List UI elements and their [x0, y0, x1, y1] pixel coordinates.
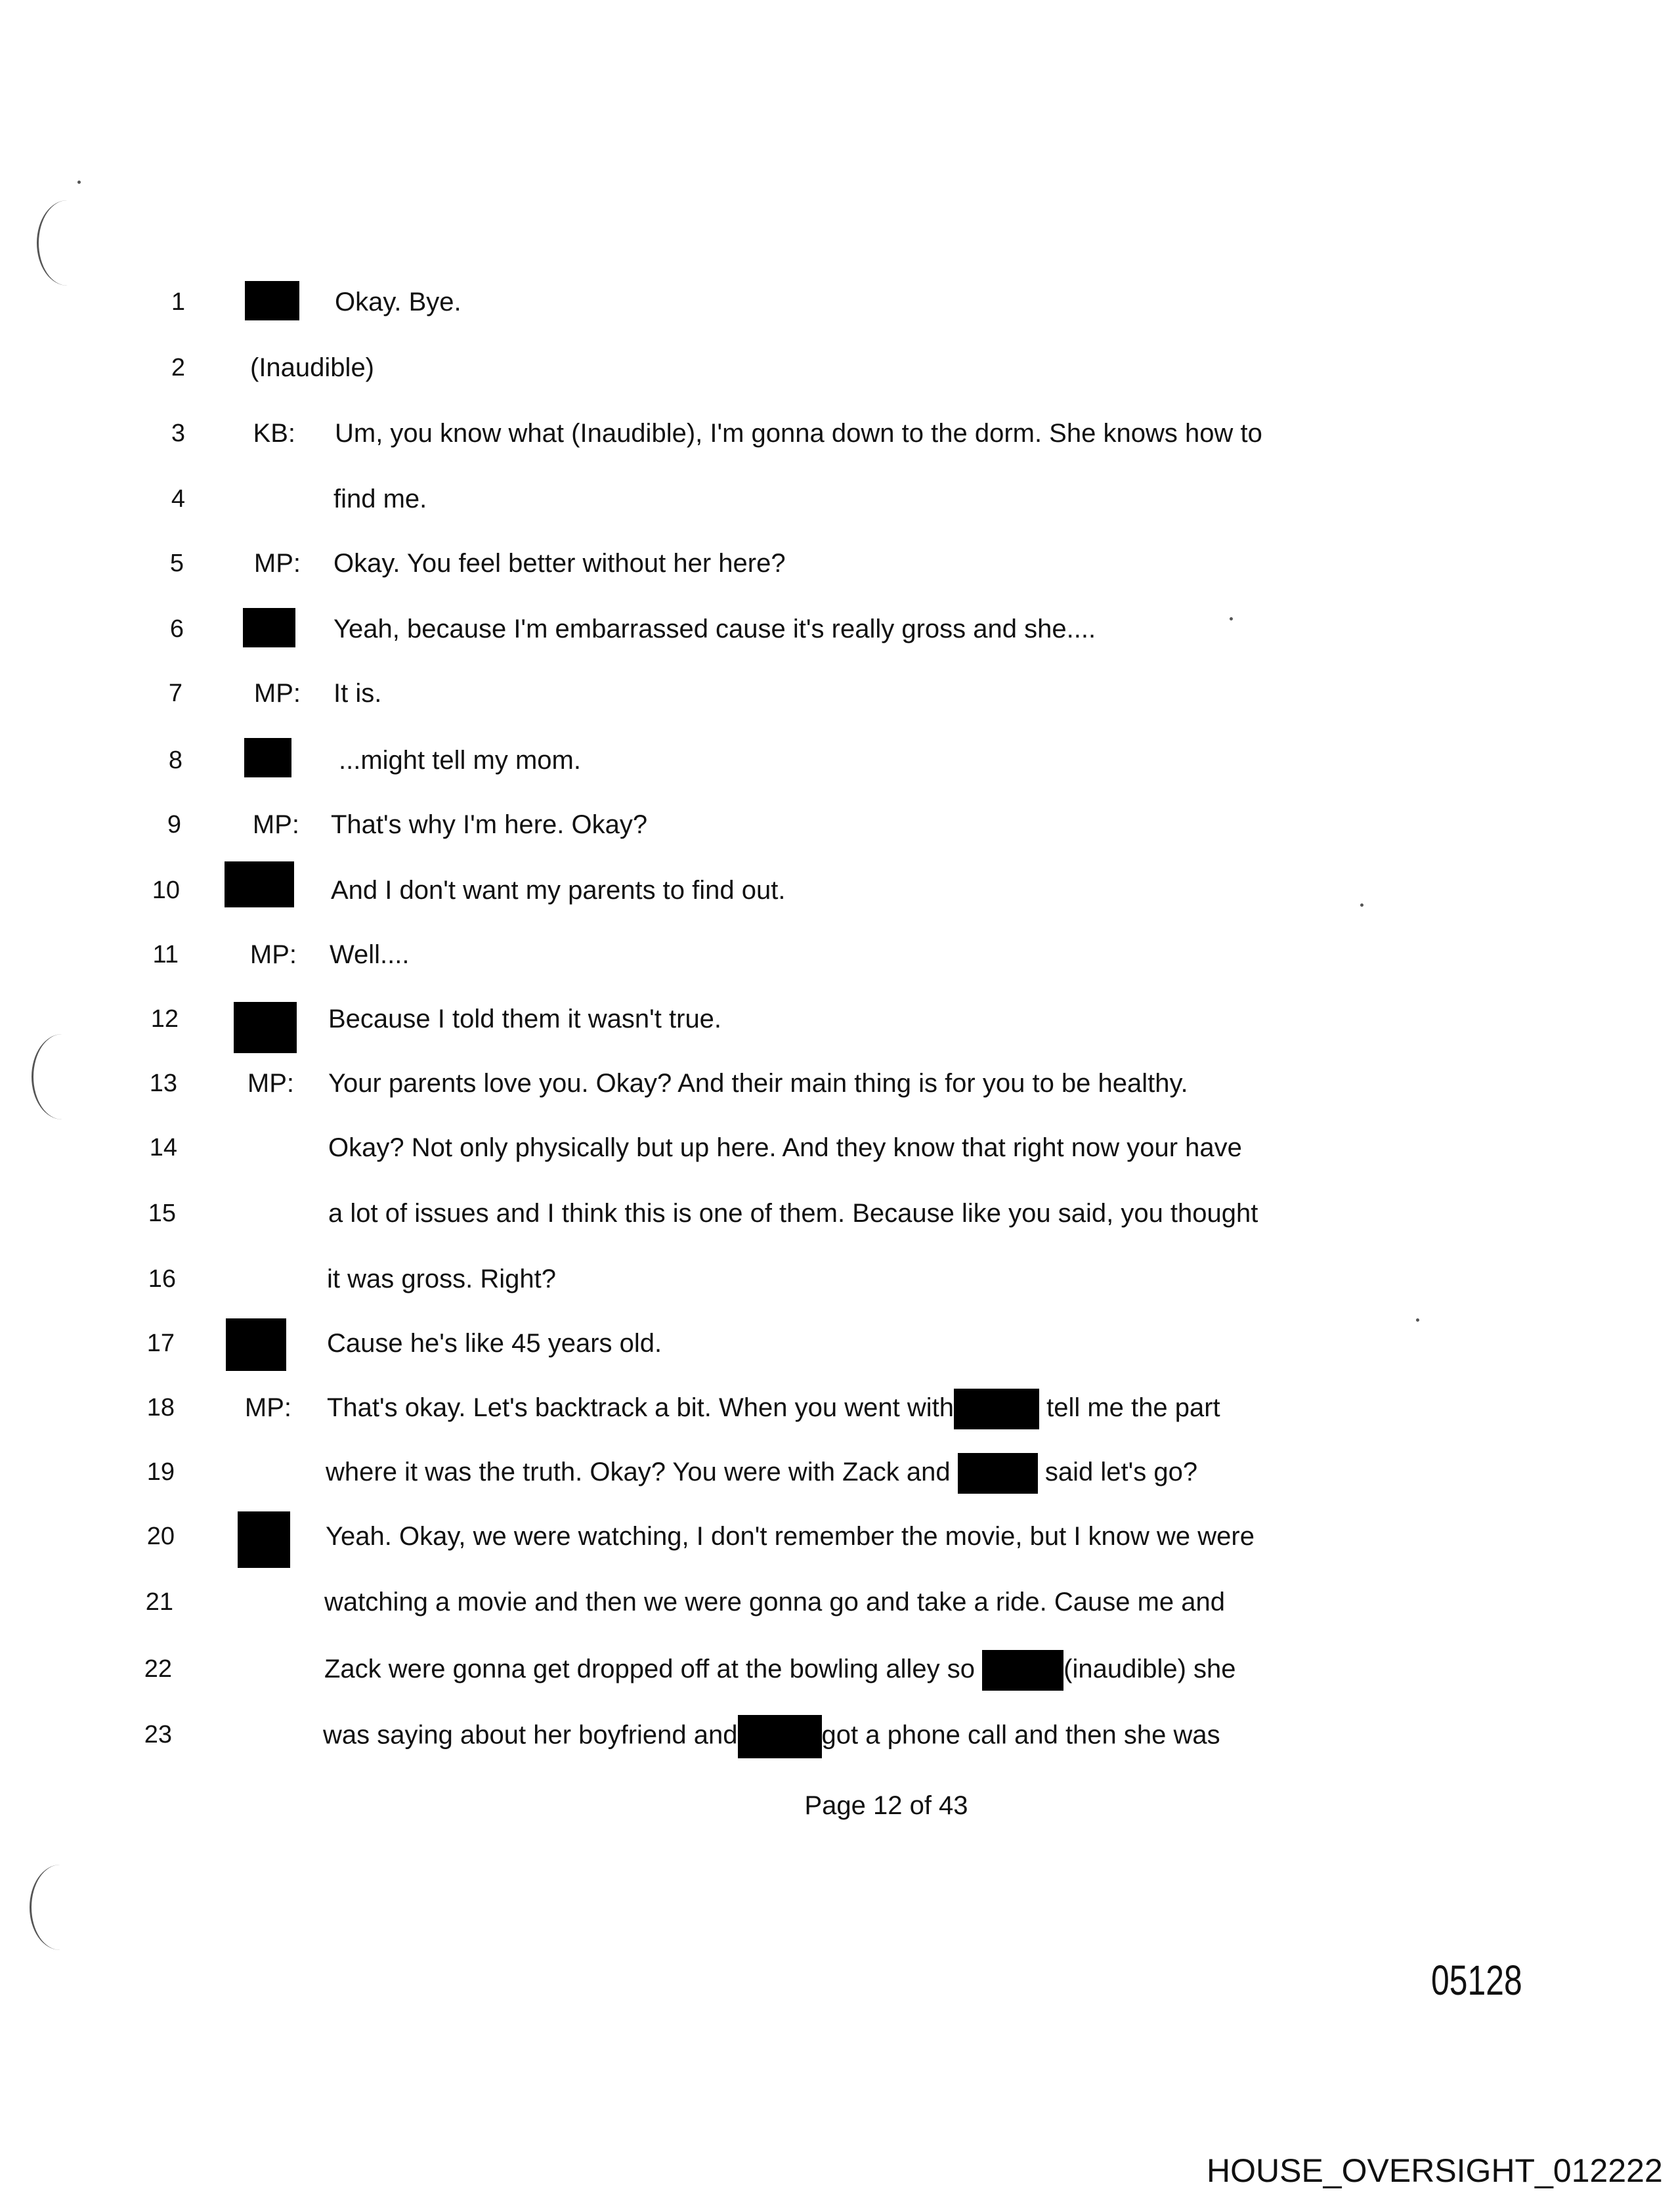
redaction-block — [958, 1453, 1038, 1494]
line-number: 15 — [148, 1200, 176, 1227]
transcript-line — [0, 1715, 1674, 1767]
line-number: 17 — [146, 1330, 175, 1357]
line-text-part: said let's go? — [1037, 1458, 1198, 1486]
redaction-block — [982, 1650, 1063, 1691]
redaction-block — [226, 1318, 286, 1371]
line-text: Um, you know what (Inaudible), I'm gonna down to the dorm. She knows how to — [335, 419, 1262, 448]
line-number: 11 — [152, 941, 179, 968]
redaction-block — [738, 1715, 822, 1758]
page-number-footer: Page 12 of 43 — [804, 1791, 968, 1820]
line-number: 21 — [145, 1588, 173, 1616]
line-number: 22 — [144, 1655, 172, 1683]
transcript-line — [0, 871, 1674, 923]
transcript-line — [0, 348, 1674, 401]
line-number: 5 — [169, 550, 184, 577]
transcript-line — [0, 1517, 1674, 1569]
scan-speck — [1416, 1318, 1419, 1322]
line-number: 18 — [146, 1394, 175, 1421]
transcript-line — [0, 282, 1674, 335]
line-number: 23 — [144, 1721, 172, 1748]
line-number: 12 — [150, 1005, 179, 1033]
line-text: Okay? Not only physically but up here. And they know that right now your have — [328, 1133, 1242, 1162]
line-text — [327, 1388, 1220, 1429]
speaker-label: MP: — [244, 1393, 291, 1422]
line-text: It is. — [333, 679, 382, 708]
transcript-line — [0, 1259, 1674, 1312]
scan-speck — [77, 181, 81, 184]
line-number: 4 — [171, 485, 185, 513]
line-number: 13 — [149, 1070, 177, 1097]
line-text: Because I told them it wasn't true. — [328, 1005, 722, 1033]
line-text-part: (inaudible) she — [1063, 1655, 1236, 1683]
line-number: 19 — [146, 1458, 175, 1486]
line-text-part: where it was the truth. Okay? You were with Zack and — [326, 1458, 958, 1486]
redaction-block — [245, 281, 299, 320]
transcript-line — [0, 1324, 1674, 1376]
line-text: find me. — [333, 485, 427, 513]
speaker-label: KB: — [253, 419, 295, 448]
line-number: 16 — [148, 1265, 176, 1293]
transcript-line — [0, 999, 1674, 1052]
binder-hole-mark — [37, 200, 98, 286]
transcript-line — [0, 935, 1674, 987]
bates-number: HOUSE_OVERSIGHT_012222 — [1207, 2152, 1663, 2189]
line-number: 3 — [171, 420, 185, 447]
transcript-line — [0, 479, 1674, 532]
document-stamp-number: 05128 — [1431, 1957, 1522, 2004]
line-number: 2 — [171, 354, 185, 381]
line-text — [323, 1715, 1220, 1758]
line-text: ...might tell my mom. — [339, 746, 581, 775]
line-number: 10 — [152, 877, 180, 904]
line-text: That's why I'm here. Okay? — [331, 810, 648, 839]
line-text: it was gross. Right? — [327, 1265, 557, 1293]
line-number: 8 — [168, 747, 182, 774]
line-text: Yeah, because I'm embarrassed cause it's really gross and she.... — [333, 615, 1096, 643]
line-number: 14 — [149, 1134, 177, 1161]
line-text-part: tell me the part — [1039, 1393, 1220, 1422]
transcript-line — [0, 1388, 1674, 1441]
binder-hole-mark — [30, 1865, 91, 1950]
line-text — [326, 1452, 1197, 1494]
line-text: Well.... — [330, 940, 410, 969]
line-text: Cause he's like 45 years old. — [327, 1329, 662, 1358]
line-number: 6 — [169, 615, 184, 643]
transcript-line — [0, 1194, 1674, 1246]
redaction-block — [234, 1002, 297, 1053]
redaction-block — [243, 608, 295, 647]
line-text — [324, 1649, 1236, 1691]
line-text-part: Zack were gonna get dropped off at the bowling alley so — [324, 1655, 983, 1683]
line-text: (Inaudible) — [250, 353, 375, 382]
line-text: And I don't want my parents to find out. — [331, 876, 786, 905]
redaction-block — [244, 738, 291, 777]
transcript-line — [0, 1128, 1674, 1181]
speaker-label: MP: — [247, 1069, 294, 1098]
transcript-line — [0, 1649, 1674, 1702]
transcript-line — [0, 1452, 1674, 1505]
redaction-block — [954, 1389, 1039, 1429]
redaction-block — [238, 1511, 290, 1568]
transcript-line — [0, 674, 1674, 726]
line-number: 20 — [146, 1523, 175, 1550]
speaker-label: MP: — [253, 549, 301, 578]
line-text: Your parents love you. Okay? And their main thing is for you to be healthy. — [328, 1069, 1188, 1098]
transcript-line — [0, 805, 1674, 857]
line-text-part: got a phone call and then she was — [821, 1720, 1220, 1750]
line-text: Okay. Bye. — [335, 288, 461, 316]
line-number: 9 — [167, 811, 181, 838]
transcript-line — [0, 414, 1674, 466]
line-text-part: That's okay. Let's backtrack a bit. When you went with — [327, 1393, 954, 1422]
speaker-label: MP: — [249, 940, 297, 969]
transcript-line — [0, 544, 1674, 596]
line-number: 7 — [168, 680, 182, 707]
transcript-line — [0, 609, 1674, 662]
line-text: a lot of issues and I think this is one of them. Because like you said, you thought — [328, 1199, 1258, 1228]
line-text: Yeah. Okay, we were watching, I don't remember the movie, but I know we were — [326, 1522, 1255, 1551]
speaker-label: MP: — [253, 679, 301, 708]
transcript-line — [0, 1064, 1674, 1116]
line-text: Okay. You feel better without her here? — [333, 549, 786, 578]
line-text-part: was saying about her boyfriend and — [323, 1720, 738, 1750]
redaction-block — [225, 861, 294, 907]
transcript-line — [0, 1582, 1674, 1635]
line-number: 1 — [171, 288, 185, 316]
line-text: watching a movie and then we were gonna go and take a ride. Cause me and — [324, 1588, 1225, 1616]
transcript-line — [0, 741, 1674, 793]
speaker-label: MP: — [252, 810, 299, 839]
